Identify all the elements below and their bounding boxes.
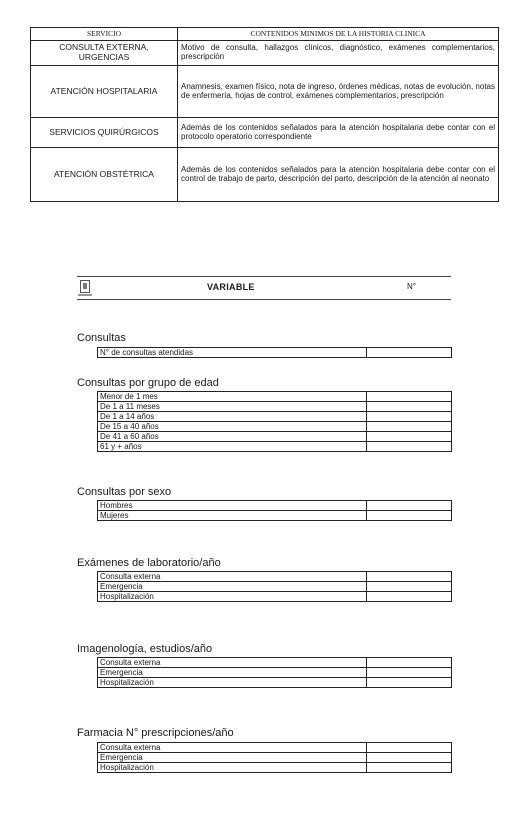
table-row	[98, 442, 452, 452]
table-row	[98, 392, 452, 402]
clinical-history-table	[30, 27, 499, 202]
row-label: De 15 a 40 años	[98, 422, 367, 432]
row-label: De 41 a 60 años	[98, 432, 367, 442]
value-cell[interactable]	[367, 582, 452, 592]
row-label: Emergencia	[98, 582, 367, 592]
table-row	[98, 348, 452, 358]
value-cell[interactable]	[367, 348, 452, 358]
service-content: Motivo de consulta, hallazgos clínicos, diagnóstico, exámenes complementarios, prescripción	[178, 41, 499, 66]
logo-caption	[78, 294, 92, 296]
imaging-table	[97, 657, 452, 688]
service-name: SERVICIOS QUIRÚRGICOS	[31, 118, 178, 148]
consultas-table	[97, 347, 452, 358]
table-row	[98, 511, 452, 521]
value-cell[interactable]	[367, 763, 452, 773]
section-title: Consultas por grupo de edad	[77, 377, 219, 389]
value-cell[interactable]	[367, 442, 452, 452]
table-row	[31, 41, 499, 66]
service-header: SERVICIO	[31, 28, 178, 41]
section-title: Consultas por sexo	[77, 486, 172, 498]
value-cell[interactable]	[367, 753, 452, 763]
laboratory-table	[97, 571, 452, 602]
row-label: Emergencia	[98, 753, 367, 763]
pharmacy-table	[97, 742, 452, 773]
value-cell[interactable]	[367, 392, 452, 402]
table-row	[31, 66, 499, 118]
value-cell[interactable]	[367, 592, 452, 602]
section-title: Farmacia N° prescripciones/año	[77, 727, 234, 739]
variable-header: VARIABLE	[207, 282, 255, 292]
row-label: Hospitalización	[98, 678, 367, 688]
table-row	[98, 582, 452, 592]
table-row	[31, 118, 499, 148]
value-cell[interactable]	[367, 501, 452, 511]
value-cell[interactable]	[367, 402, 452, 412]
table-row	[98, 572, 452, 582]
value-cell[interactable]	[367, 572, 452, 582]
table-row	[98, 678, 452, 688]
table-row	[98, 592, 452, 602]
service-content: Además de los contenidos señalados para la atención hospitalaria debe contar con el control de trabajo de parto, descripción del parto, descripción de la atención al neonato	[178, 148, 499, 202]
section-title: Exámenes de laboratorio/año	[77, 557, 221, 569]
row-label: N° de consultas atendidas	[98, 348, 367, 358]
service-name: ATENCIÓN HOSPITALARIA	[31, 66, 178, 118]
service-content: Anamnesis, examen físico, nota de ingreso, órdenes médicas, notas de evolución, notas de enfermería, hojas de control, exámenes complementarios, prescripción	[178, 66, 499, 118]
row-label: De 1 a 11 meses	[98, 402, 367, 412]
row-label: Hospitalización	[98, 592, 367, 602]
sex-table	[97, 500, 452, 521]
section-title: Consultas	[77, 332, 126, 344]
row-label: Menor de 1 mes	[98, 392, 367, 402]
value-cell[interactable]	[367, 743, 452, 753]
table-row	[98, 501, 452, 511]
row-label: Mujeres	[98, 511, 367, 521]
row-label: Hospitalización	[98, 763, 367, 773]
row-label: Consulta externa	[98, 658, 367, 668]
value-cell[interactable]	[367, 511, 452, 521]
value-cell[interactable]	[367, 668, 452, 678]
service-name: CONSULTA EXTERNA, URGENCIAS	[31, 41, 178, 66]
logo-icon	[80, 280, 90, 293]
row-label: Consulta externa	[98, 572, 367, 582]
number-header: N°	[407, 282, 416, 291]
table-row	[98, 753, 452, 763]
value-cell[interactable]	[367, 678, 452, 688]
row-label: Emergencia	[98, 668, 367, 678]
value-cell[interactable]	[367, 422, 452, 432]
value-cell[interactable]	[367, 432, 452, 442]
table-row	[98, 412, 452, 422]
form-header	[77, 276, 451, 300]
contents-header: CONTENIDOS MINIMOS DE LA HISTORIA CLINICA	[178, 28, 499, 41]
table-row	[98, 422, 452, 432]
table-header-row	[31, 28, 499, 41]
table-row	[98, 763, 452, 773]
section-title: Imagenología, estudios/año	[77, 643, 213, 655]
row-label: 61 y + años	[98, 442, 367, 452]
row-label: Hombres	[98, 501, 367, 511]
table-row	[98, 402, 452, 412]
row-label: De 1 a 14 años	[98, 412, 367, 422]
row-label: Consulta externa	[98, 743, 367, 753]
service-name: ATENCIÓN OBSTÉTRICA	[31, 148, 178, 202]
service-content: Además de los contenidos señalados para la atención hospitalaria debe contar con el protocolo operatorio correspondiente	[178, 118, 499, 148]
table-row	[98, 658, 452, 668]
age-group-table	[97, 391, 452, 452]
table-row	[98, 668, 452, 678]
value-cell[interactable]	[367, 412, 452, 422]
table-row	[98, 743, 452, 753]
table-row	[98, 432, 452, 442]
table-row	[31, 148, 499, 202]
value-cell[interactable]	[367, 658, 452, 668]
